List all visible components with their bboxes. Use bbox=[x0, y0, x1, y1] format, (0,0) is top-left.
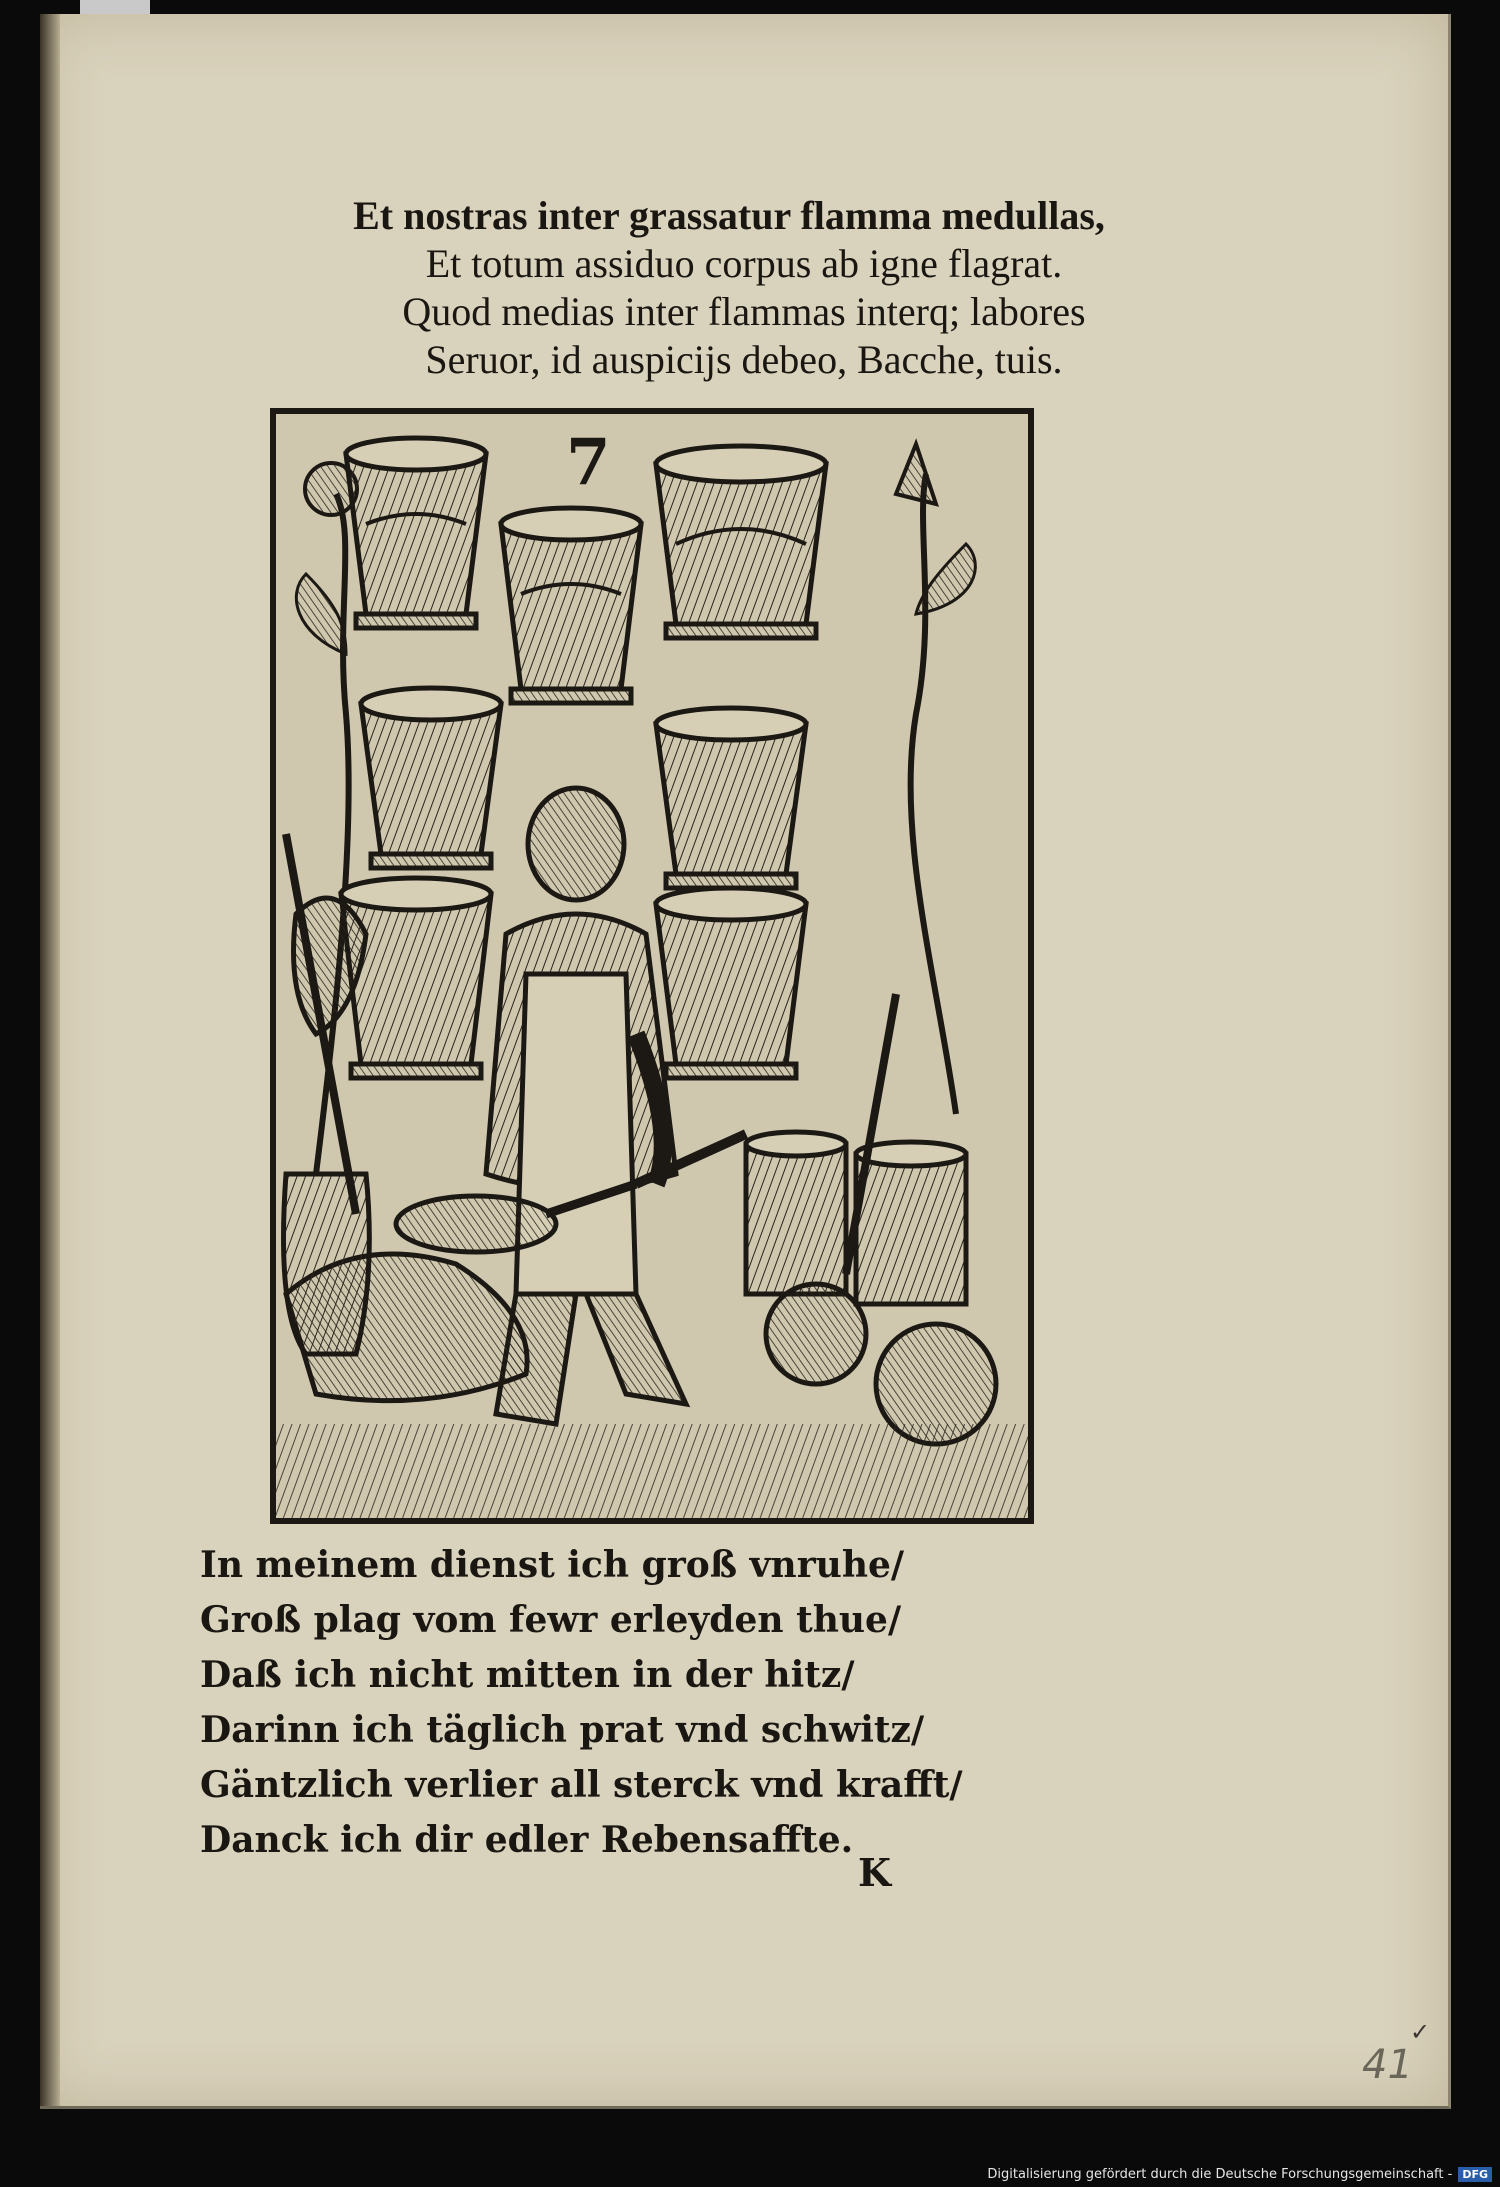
woodcut-illustration bbox=[270, 408, 1034, 1524]
pencil-mark-icon: ✓ bbox=[1410, 2018, 1431, 2046]
german-line-5: Gäntzlich verlier all sterck vnd krafft/ bbox=[200, 1764, 963, 1806]
book-spine bbox=[40, 14, 60, 2106]
digitization-footer bbox=[987, 2165, 1492, 2183]
german-line-3: Daß ich nicht mitten in der hitz/ bbox=[200, 1654, 855, 1696]
dfg-logo-icon: DFG bbox=[1458, 2167, 1492, 2182]
latin-line-3: Quod medias inter flammas interq; labores bbox=[402, 289, 1086, 334]
card-number: 7 bbox=[566, 425, 611, 500]
book-page bbox=[40, 14, 1451, 2109]
latin-line-1: Et nostras inter grassatur flamma medullas, bbox=[353, 193, 1105, 238]
folio-number: 41 bbox=[1362, 2042, 1413, 2088]
german-line-1: In meinem dienst ich groß vnruhe/ bbox=[200, 1544, 905, 1586]
latin-verse bbox=[40, 192, 1448, 384]
woodcut-cook-icon bbox=[276, 414, 1028, 1518]
german-line-6: Danck ich dir edler Rebensaffte. bbox=[200, 1819, 854, 1861]
german-line-4: Darinn ich täglich prat vnd schwitz/ bbox=[200, 1709, 925, 1751]
signature-mark: K bbox=[858, 1850, 892, 1895]
german-verse bbox=[200, 1538, 963, 1868]
latin-line-4: Seruor, id auspicijs debeo, Bacche, tuis. bbox=[425, 337, 1063, 382]
footer-credit: Digitalisierung gefördert durch die Deutsche Forschungsgemeinschaft - bbox=[987, 2166, 1453, 2182]
german-line-2: Groß plag vom fewr erleyden thue/ bbox=[200, 1599, 902, 1641]
latin-line-2: Et totum assiduo corpus ab igne flagrat. bbox=[425, 241, 1063, 286]
